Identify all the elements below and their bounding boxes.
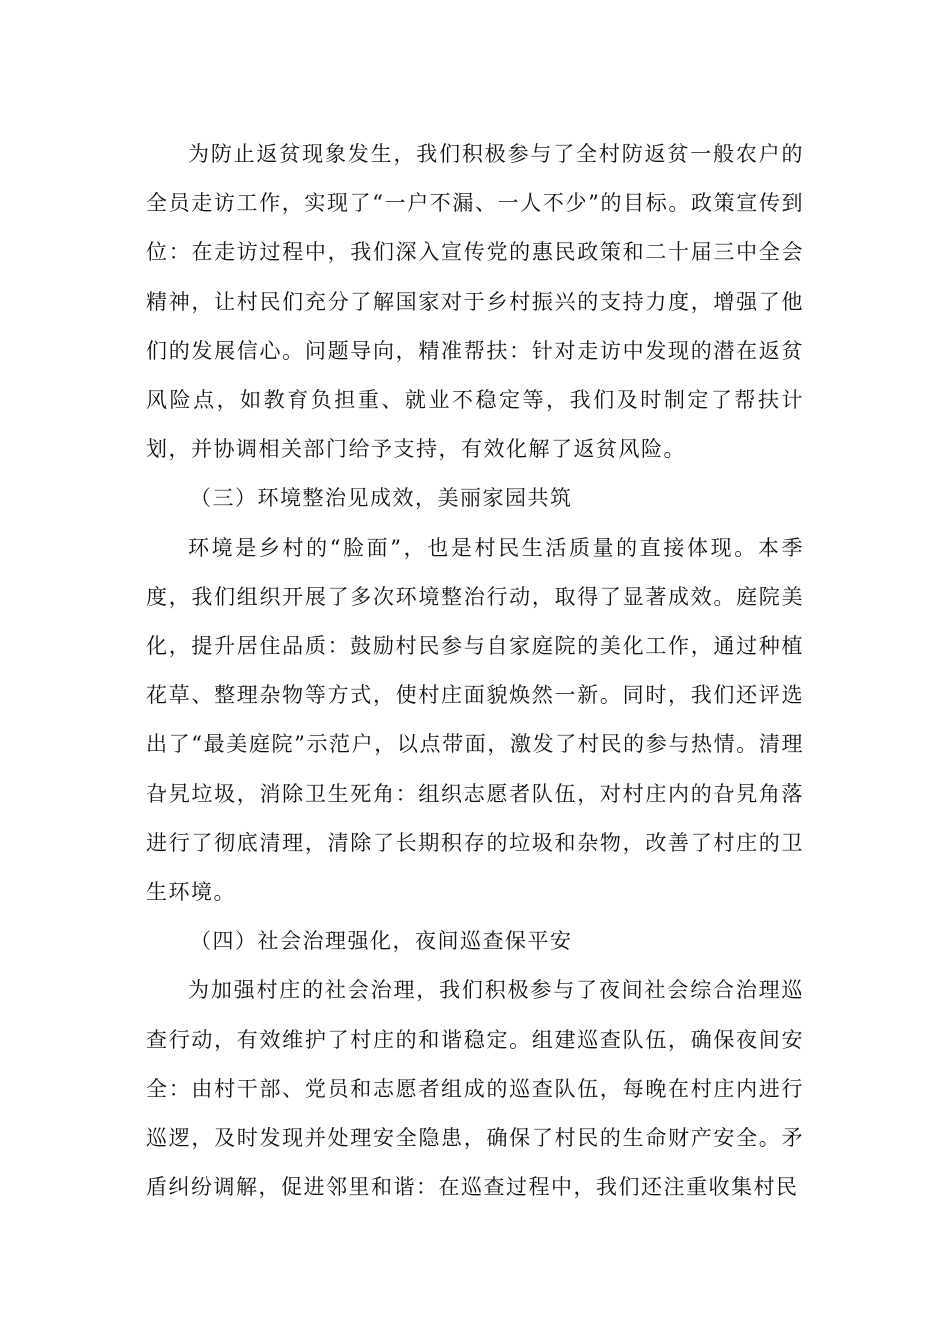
document-body bbox=[146, 130, 804, 1212]
section-heading-environment: （三）环境整治见成效，美丽家园共筑 bbox=[190, 486, 573, 511]
paragraph-environment: 环境是乡村的“脸面”，也是村民生活质量的直接体现。本季度，我们组织开展了多次环境整治行动，取得了显著成效。庭院美化，提升居住品质：鼓励村民参与自家庭院的美化工作，通过种植花草、整理杂物等方式，使村庄面貌焕然一新。同时，我们还评选出了“最美庭院”示范户，以点带面，激发了村民的参与热情。清理旮旯垃圾，消除卫生死角：组织志愿者队伍，对村庄内的旮旯角落进行了彻底清理，清除了长期积存的垃圾和杂物，改善了村庄的卫生环境。 bbox=[146, 535, 804, 905]
paragraph-governance: 为加强村庄的社会治理，我们积极参与了夜间社会综合治理巡查行动，有效维护了村庄的和谐稳定。组建巡查队伍，确保夜间安全：由村干部、党员和志愿者组成的巡查队伍，每晚在村庄内进行巡逻，及时发现并处理安全隐患，确保了村民的生命财产安全。矛盾纠纷调解，促进邻里和谐：在巡查过程中，我们还注重收集村民 bbox=[146, 978, 804, 1200]
section-heading-governance: （四）社会治理强化，夜间巡查保平安 bbox=[190, 929, 573, 954]
paragraph-poverty-prevention: 为防止返贫现象发生，我们积极参与了全村防返贫一般农户的全员走访工作，实现了“一户不漏、一人不少”的目标。政策宣传到位：在走访过程中，我们深入宣传党的惠民政策和二十届三中全会精神，让村民们充分了解国家对于乡村振兴的支持力度，增强了他们的发展信心。问题导向，精准帮扶：针对走访中发现的潜在返贫风险点，如教育负担重、就业不稳定等，我们及时制定了帮扶计划，并协调相关部门给予支持，有效化解了返贫风险。 bbox=[146, 142, 804, 462]
